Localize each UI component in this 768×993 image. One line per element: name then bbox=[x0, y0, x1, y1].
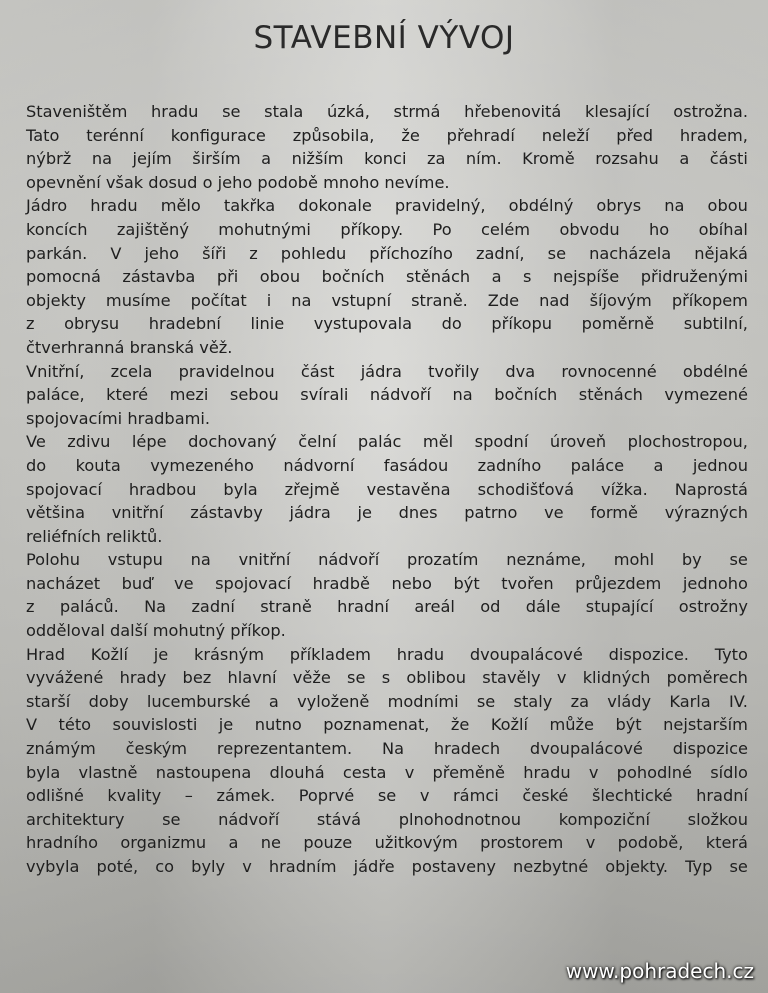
text-line: V této souvislosti je nutno poznamenat, že Kožlí může být nejstarším bbox=[26, 715, 748, 735]
text-line: čtverhranná branská věž. bbox=[26, 337, 233, 357]
text-line: Tato terénní konfigurace způsobila, že přehradí neleží před hradem, bbox=[26, 125, 748, 145]
text-line: odděloval další mohutný příkop. bbox=[26, 621, 286, 641]
text-line: architektury se nádvoří stává plnohodnotnou kompoziční složkou bbox=[26, 809, 748, 829]
watermark: www.pohradech.cz bbox=[565, 959, 754, 983]
text-line: paláce, které mezi sebou svírali nádvoří na bočních stěnách vymezené bbox=[26, 385, 748, 405]
text-line: spojovacími hradbami. bbox=[26, 408, 211, 428]
text-line: pomocná zástavba při obou bočních stěnách a s nejspíše přidruženými bbox=[26, 267, 748, 287]
text-line: opevnění však dosud o jeho podobě mnoho nevíme. bbox=[26, 172, 450, 192]
text-line: spojovací hradbou byla zřejmě vestavěna schodišťová vížka. Naprostá bbox=[26, 479, 748, 499]
text-line: koncích zajištěný mohutnými příkopy. Po celém obvodu ho obíhal bbox=[26, 219, 748, 239]
page-title: STAVEBNÍ VÝVOJ bbox=[253, 20, 515, 56]
text-line: parkán. V jeho šíři z pohledu příchozího zadní, se nacházela nějaká bbox=[26, 243, 748, 263]
text-line: vybyla poté, co byly v hradním jádře postaveny nezbytné objekty. Typ se bbox=[26, 857, 748, 876]
text-line: známým českým reprezentantem. Na hradech dvoupalácové dispozice bbox=[26, 739, 748, 759]
text-line: reliéfních reliktů. bbox=[26, 526, 163, 546]
text-line: většina vnitřní zástavby jádra je dnes patrno ve formě výrazných bbox=[26, 503, 748, 523]
text-line: Staveništěm hradu se stala úzká, strmá hřebenovitá klesající ostrožna. bbox=[26, 102, 748, 121]
text-line: Hrad Kožlí je krásným příkladem hradu dvoupalácové dispozice. Tyto bbox=[26, 644, 748, 664]
text-line: Polohu vstupu na vnitřní nádvoří prozatím neznáme, mohl by se bbox=[26, 550, 748, 570]
body-text bbox=[26, 100, 748, 879]
text-line: nacházet buď ve spojovací hradbě nebo být tvořen průjezdem jednoho bbox=[26, 573, 748, 593]
text-line: odlišné kvality – zámek. Poprvé se v rámci české šlechtické hradní bbox=[26, 786, 748, 806]
text-line: Vnitřní, zcela pravidelnou část jádra tvořily dva rovnocenné obdélné bbox=[26, 361, 748, 381]
text-line: objekty musíme počítat i na vstupní straně. Zde nad šíjovým příkopem bbox=[26, 290, 748, 310]
text-line: starší doby lucemburské a vyloženě modními se staly za vlády Karla IV. bbox=[26, 691, 748, 711]
text-line: Jádro hradu mělo takřka dokonale pravidelný, obdélný obrys na obou bbox=[26, 196, 748, 216]
text-line: z paláců. Na zadní straně hradní areál od dále stupající ostrožny bbox=[26, 597, 748, 617]
text-line: nýbrž na jejím širším a nižším konci za ním. Kromě rozsahu a části bbox=[26, 149, 748, 169]
text-line: do kouta vymezeného nádvorní fasádou zadního paláce a jednou bbox=[26, 455, 748, 475]
text-line: Ve zdivu lépe dochovaný čelní palác měl spodní úroveň plochostropou, bbox=[26, 432, 748, 452]
text-line: z obrysu hradební linie vystupovala do příkopu poměrně subtilní, bbox=[26, 314, 748, 334]
text-line: byla vlastně nastoupena dlouhá cesta v přeměně hradu v pohodlné sídlo bbox=[26, 762, 748, 782]
text-line: vyvážené hrady bez hlavní věže se s oblibou stavěly v klidných poměrech bbox=[26, 668, 748, 688]
text-line: hradního organizmu a ne pouze užitkovým prostorem v podobě, která bbox=[26, 833, 748, 853]
